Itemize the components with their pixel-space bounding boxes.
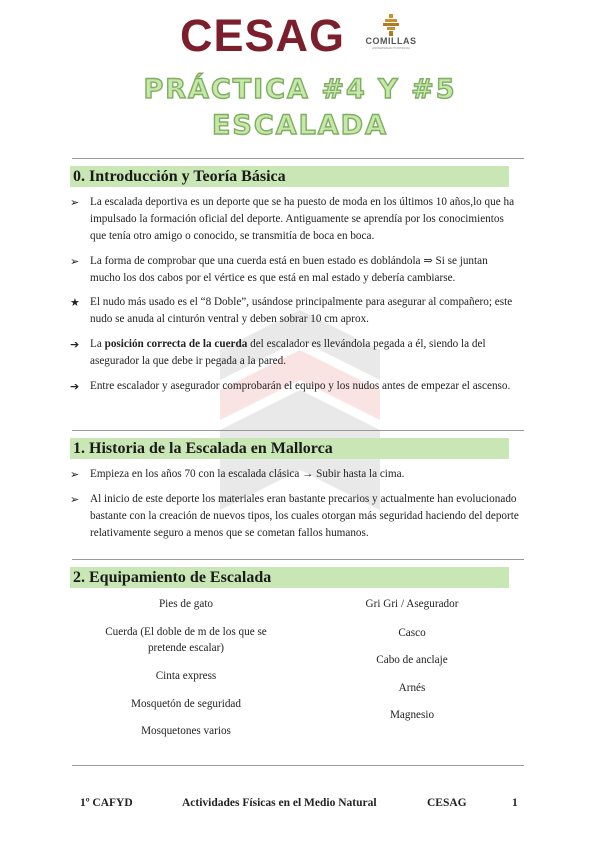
equipment-item: Mosquetón de seguridad [131, 698, 241, 710]
star-icon: ★ [70, 296, 80, 309]
comillas-subtitle: UNIVERSIDAD PONTIFICIA [371, 46, 411, 50]
footer-school: CESAG [427, 797, 467, 809]
list-item [70, 294, 520, 328]
equipment-item: Pies de gato [158, 598, 214, 610]
footer-subject: Actividades Físicas en el Medio Natural [182, 797, 377, 809]
bullet-text: Al inicio de este deporte los materiales eran bastante precarios y actualmente han evolucionado bastante con la creación de nuevos tipos, los cuales otorgan más seguridad haciendo del deporte relativamente seguro a menos que se cometan fallos humanos. [90, 493, 519, 539]
comillas-name: COMILLAS [365, 36, 417, 46]
list-item [70, 194, 520, 245]
equipment-item: Arnés [398, 682, 426, 694]
practice-subtitle: ESCALADA [211, 110, 388, 141]
divider [72, 158, 524, 159]
practice-title: PRÁCTICA #4 Y #5 [143, 74, 457, 105]
section-heading: 2. Equipamiento de Escalada [70, 567, 509, 588]
crest-icon [379, 14, 403, 36]
list-item [70, 336, 520, 370]
section-heading: 0. Introducción y Teoría Básica [70, 166, 509, 187]
divider [72, 559, 524, 560]
list-item [70, 378, 520, 395]
divider [72, 765, 524, 766]
bullet-text: La posición correcta de la cuerda del escalador es llevándola pegada a él, siendo la del asegurador la que debe ir pegada a la pared. [90, 338, 486, 367]
arrowhead-icon: ➢ [70, 493, 80, 506]
arrowhead-icon: ➢ [70, 196, 80, 209]
bullet-text: El nudo más usado es el “8 Doble”, usándose principalmente para asegurar al compañero; este nudo se anuda al cinturón ventral y deben sobrar 10 cm aprox. [90, 296, 513, 325]
page-number: 1 [512, 797, 518, 809]
bullet-text: La escalada deportiva es un deporte que se ha puesto de moda en los últimos 10 años,lo que ha impulsado la formación oficial del deporte. Antiguamente se aprendía por los conocimientos que tenía otro amigo o conocido, se transmitía de boca en boca. [90, 196, 515, 242]
comillas-logo [360, 14, 422, 50]
brand-logo: CESAG [180, 10, 346, 61]
bullet-text: La forma de comprobar que una cuerda está en buen estado es doblándola ⇒ Si se juntan mucho los dos cabos por el vértice es que está en mal estado y debería cambiarse. [90, 255, 488, 284]
equipment-item: Gri Gri / Asegurador [365, 598, 459, 610]
equipment-item: Cabo de anclaje [376, 654, 448, 666]
equipment-item: Magnesio [389, 709, 435, 721]
bullet-text: Entre escalador y asegurador comprobarán el equipo y los nudos antes de empezar el ascenso. [90, 380, 511, 392]
equipment-item: Cinta express [155, 670, 217, 682]
arrowhead-icon: ➢ [70, 255, 80, 268]
equipment-item: Cuerda (El doble de m de los que se pretende escalar) [105, 626, 267, 654]
list-item [70, 466, 520, 483]
list-item [70, 253, 520, 287]
equipment-item: Mosquetones varios [141, 725, 231, 737]
arrow-right-icon: ➔ [70, 380, 80, 393]
arrowhead-icon: ➢ [70, 468, 80, 481]
divider [72, 430, 524, 431]
list-item [70, 491, 520, 542]
section-heading: 1. Historia de la Escalada en Mallorca [70, 438, 509, 459]
footer-course: 1º CAFYD [80, 797, 133, 809]
arrow-right-icon: ➔ [70, 338, 80, 351]
bullet-text: Empieza en los años 70 con la escalada clásica → Subir hasta la cima. [90, 468, 405, 480]
equipment-item: Casco [398, 627, 426, 639]
bold-phrase: posición correcta de la cuerda [104, 338, 248, 350]
